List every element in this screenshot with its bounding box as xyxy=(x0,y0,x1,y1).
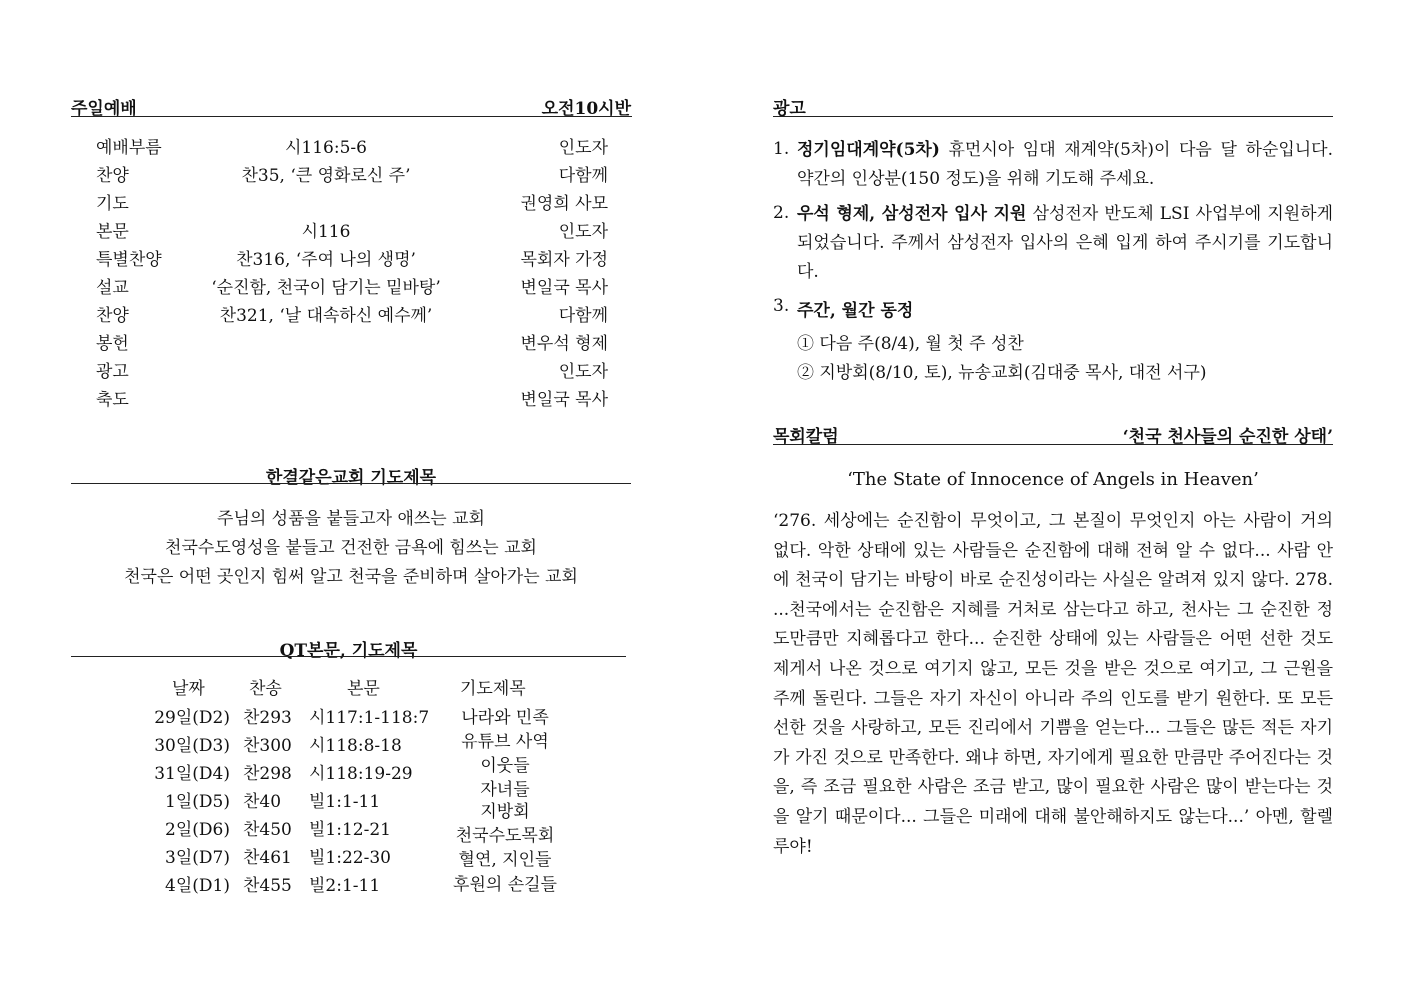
qt-hymn: 찬293 xyxy=(243,708,292,728)
order-item: 기도 xyxy=(96,194,129,214)
order-row xyxy=(96,161,608,189)
qt-header-hymn: 찬송 xyxy=(249,679,282,699)
column-divider xyxy=(773,444,1333,445)
qt-prayer-item: 후원의 손길들 xyxy=(453,875,557,895)
order-leader: 변일국 목사 xyxy=(520,390,608,410)
qt-header-prayer: 기도제목 xyxy=(460,679,526,699)
qt-text: 빌1:22-30 xyxy=(309,848,391,868)
column-body: ‘276. 세상에는 순진함이 무엇이고, 그 본질이 무엇인지 아는 사람이 거의 없다. 악한 상태에 있는 사람들은 순진함에 대해 전혀 알 수 없다... 사람 안에 천국이 담기는 바탕이 바로 순진성이라는 사실은 알려져 있지 않다. 278. ...천국에서는 순진함은 지혜를 거처로 삼는다고 하고, 천사는 그 순진한 정도만큼만 지혜롭다고 한다... 순진한 상태에 있는 사람들은 어떤 선한 것도 제게서 나온 것으로 여기지 않고, 모든 것을 받은 것으로 여기고, 그 근원을 주께 돌린다. 그들은 자기 자신이 아니라 주의 인도를 받기 원한다. 또 모든 선한 것을 사랑하고, 모든 진리에서 기쁨을 얻는다... 그들은 많든 적든 자기가 가진 것으로 만족한다. 왜냐 하면, 자기에게 필요한 만큼만 주어진다는 것을, 즉 조금 필요한 사람은 조금 받고, 많이 필요한 사람은 많이 받는다는 것을 알기 때문이다... 그들은 미래에 대해 불안해하지도 않는다...’ 아멘, 할렐루야! xyxy=(773,511,1333,857)
order-content: ‘순진함, 천국이 담기는 밑바탕’ xyxy=(211,278,441,298)
order-row xyxy=(96,133,608,161)
order-leader: 인도자 xyxy=(558,138,608,158)
ads-divider xyxy=(773,116,1333,117)
column-title: 목회칼럼 xyxy=(773,427,839,447)
qt-text: 시117:1-118:7 xyxy=(309,708,430,728)
qt-date: 2일(D6) xyxy=(165,820,230,840)
qt-date: 31일(D4) xyxy=(154,764,230,784)
ad-number: 1. xyxy=(773,139,790,159)
order-item: 축도 xyxy=(96,390,129,410)
ad-heading: 주간, 월간 동정 xyxy=(797,301,914,321)
qt-hymn: 찬450 xyxy=(243,820,292,840)
ad-heading: 정기임대계약(5차) xyxy=(797,140,940,160)
order-item: 찬양 xyxy=(96,306,129,326)
order-leader: 인도자 xyxy=(558,362,608,382)
worship-title: 주일예배 xyxy=(71,99,137,119)
qt-hymn: 찬300 xyxy=(243,736,292,756)
ad-number: 2. xyxy=(773,203,790,223)
order-row xyxy=(96,189,608,217)
ad-number: 3. xyxy=(773,296,790,316)
qt-prayer-item: 이웃들 xyxy=(480,756,530,776)
order-item: 예배부름 xyxy=(96,138,162,158)
ad-text: 삼성전자 반도체 LSI 사업부에 지원하게 되었습니다. 주께서 삼성전자 입사의 은혜 입게 하여 주시기를 기도합니다. xyxy=(797,204,1334,282)
order-content: 시116 xyxy=(301,222,351,242)
order-item: 찬양 xyxy=(96,166,129,186)
church-prayer-line: 천국은 어떤 곳인지 힘써 알고 천국을 준비하며 살아가는 교회 xyxy=(124,567,578,587)
ad-heading: 우석 형제, 삼성전자 입사 지원 xyxy=(797,204,1027,224)
order-leader: 권영희 사모 xyxy=(520,194,608,214)
ad-item xyxy=(797,136,1333,194)
qt-prayer-item: 나라와 민족 xyxy=(461,708,549,728)
order-leader: 변우석 형제 xyxy=(520,334,608,354)
qt-date: 3일(D7) xyxy=(165,848,230,868)
order-item: 광고 xyxy=(96,362,129,382)
qt-date: 1일(D5) xyxy=(165,792,230,812)
qt-divider xyxy=(71,656,626,657)
order-row xyxy=(96,301,608,329)
ad-sub-item: ① 다음 주(8/4), 월 첫 주 성찬 xyxy=(797,334,1024,354)
qt-prayer-item: 혈연, 지인들 xyxy=(458,850,552,870)
qt-hymn: 찬455 xyxy=(243,876,292,896)
qt-header-text: 본문 xyxy=(347,679,380,699)
ad-item xyxy=(797,200,1333,287)
order-item: 특별찬양 xyxy=(96,250,162,270)
order-row xyxy=(96,245,608,273)
qt-title: QT본문, 기도제목 xyxy=(279,641,418,661)
worship-time: 오전10시반 xyxy=(541,99,631,119)
order-content: 시116:5-6 xyxy=(285,138,367,158)
qt-hymn: 찬461 xyxy=(243,848,292,868)
qt-text: 빌1:1-11 xyxy=(309,792,381,812)
church-prayer-line: 천국수도영성을 붙들고 건전한 금욕에 힘쓰는 교회 xyxy=(165,538,537,558)
order-content: 찬35, ‘큰 영화로신 주’ xyxy=(241,166,411,186)
order-leader: 다함께 xyxy=(558,166,608,186)
order-row xyxy=(96,329,608,357)
qt-prayer-item: 자녀들 xyxy=(480,780,530,800)
qt-text: 빌1:12-21 xyxy=(309,820,391,840)
order-leader: 인도자 xyxy=(558,222,608,242)
worship-divider xyxy=(71,116,632,117)
ads-title: 광고 xyxy=(773,99,806,119)
qt-header-date: 날짜 xyxy=(172,679,205,699)
order-row xyxy=(96,217,608,245)
order-leader: 목회자 가정 xyxy=(520,250,608,270)
column-subtitle: ‘천국 천사들의 순진한 상태’ xyxy=(1122,427,1333,447)
order-leader: 변일국 목사 xyxy=(520,278,608,298)
order-content: 찬321, ‘날 대속하신 예수께’ xyxy=(219,306,433,326)
order-item: 봉헌 xyxy=(96,334,129,354)
qt-text: 시118:19-29 xyxy=(309,764,413,784)
order-item: 본문 xyxy=(96,222,129,242)
qt-date: 29일(D2) xyxy=(154,708,230,728)
qt-prayer-item: 지방회 xyxy=(480,802,530,822)
order-item: 설교 xyxy=(96,278,129,298)
qt-date: 30일(D3) xyxy=(154,736,230,756)
column-english-title: ‘The State of Innocence of Angels in Heaven’ xyxy=(847,469,1259,490)
order-content: 찬316, ‘주여 나의 생명’ xyxy=(236,250,416,270)
church-prayer-title: 한결같은교회 기도제목 xyxy=(265,468,437,488)
order-row xyxy=(96,273,608,301)
church-prayer-line: 주님의 성품을 붙들고자 애쓰는 교회 xyxy=(217,509,485,529)
qt-hymn: 찬298 xyxy=(243,764,292,784)
qt-prayer-item: 천국수도목회 xyxy=(455,826,555,846)
church-prayer-divider xyxy=(71,483,631,484)
order-row xyxy=(96,385,608,413)
ad-sub-item: ② 지방회(8/10, 토), 뉴송교회(김대중 목사, 대전 서구) xyxy=(797,363,1207,383)
qt-prayer-item: 유튜브 사역 xyxy=(461,732,549,752)
qt-date: 4일(D1) xyxy=(165,876,230,896)
qt-text: 시118:8-18 xyxy=(309,736,402,756)
order-row xyxy=(96,357,608,385)
qt-text: 빌2:1-11 xyxy=(309,876,381,896)
qt-hymn: 찬40 xyxy=(243,792,282,812)
ad-text: 휴먼시아 임대 재계약(5차)이 다음 달 하순입니다. 약간의 인상분(150 정도)을 위해 기도해 주세요. xyxy=(797,140,1333,189)
order-leader: 다함께 xyxy=(558,306,608,326)
